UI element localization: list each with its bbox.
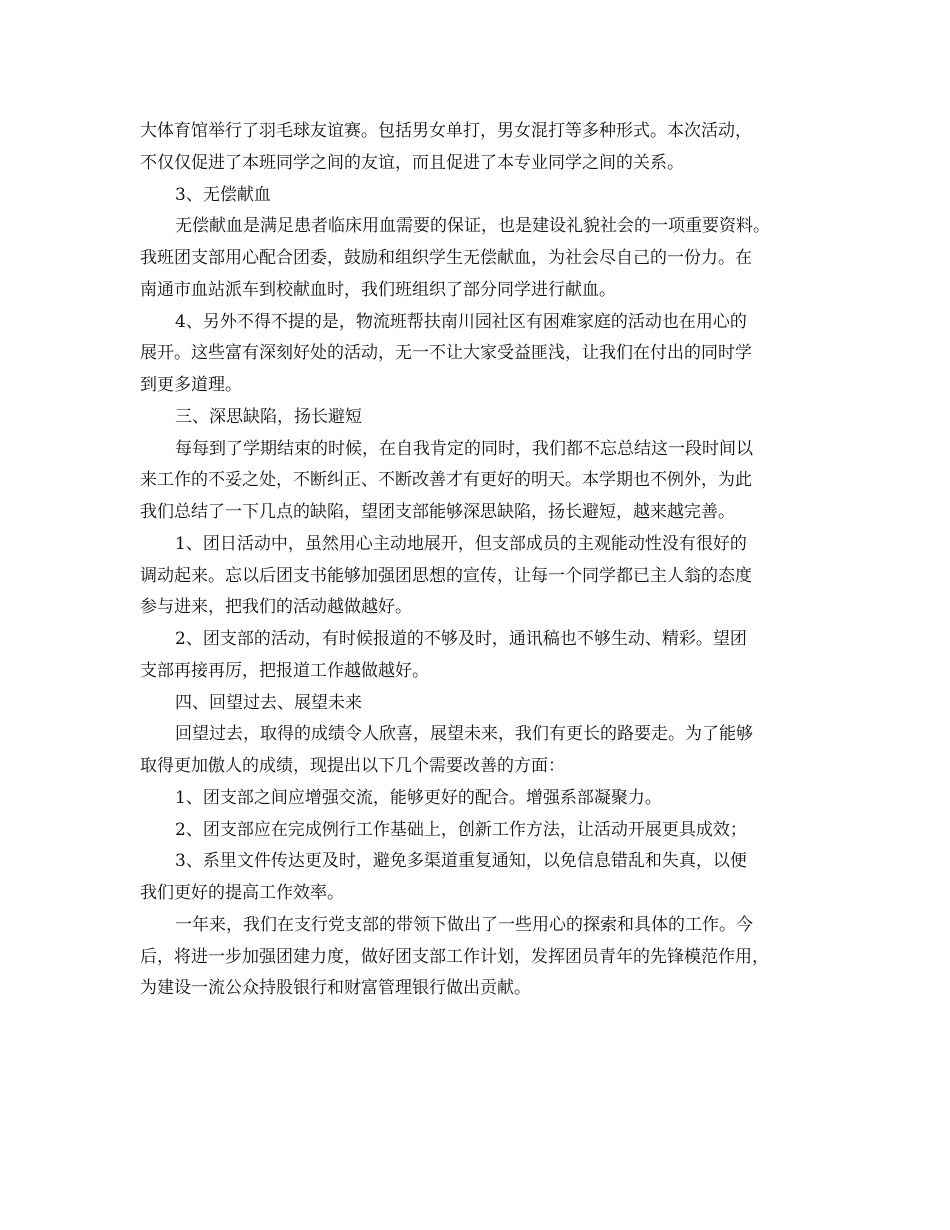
text-line: 大体育馆举行了羽毛球友谊赛。包括男女单打，男女混打等多种形式。本次活动， [140, 121, 752, 141]
text-line: 1、团日活动中，虽然用心主动地展开，但支部成员的主观能动性没有很好的 [175, 533, 747, 554]
text-line: 1、团支部之间应增强交流，能够更好的配合。增强系部凝聚力。 [175, 787, 662, 808]
text-line: 三、深思缺陷，扬长避短 [175, 406, 362, 427]
text-line: 支部再接再厉，把报道工作越做越好。 [140, 660, 429, 681]
document-body [140, 116, 816, 1005]
text-line: 2、团支部的活动，有时候报道的不够及时，通讯稿也不够生动、精彩。望团 [175, 629, 747, 649]
text-line: 来工作的不妥之处，不断纠正、不断改善才有更好的明天。本学期也不例外，为此 [140, 470, 752, 491]
text-line: 4、另外不得不提的是，物流班帮扶南川园社区有困难家庭的活动也在用心的 [175, 311, 747, 332]
text-line: 不仅仅促进了本班同学之间的友谊，而且促进了本专业同学之间的关系。 [140, 152, 684, 173]
text-line: 3、系里文件传达更及时，避免多渠道重复通知，以免信息错乱和失真，以便 [175, 851, 747, 872]
text-line: 我们更好的提高工作效率。 [140, 883, 344, 903]
text-line: 3、无偿献血 [175, 184, 271, 205]
text-line: 2、团支部应在完成例行工作基础上，创新工作方法，让活动开展更具成效； [175, 819, 747, 840]
text-line: 调动起来。忘以后团支书能够加强团思想的宣传，让每一个同学都已主人翁的态度 [140, 565, 752, 586]
text-line: 展开。这些富有深刻好处的活动，无一不让大家受益匪浅，让我们在付出的同时学 [140, 343, 752, 364]
text-line: 参与进来，把我们的活动越做越好。 [140, 597, 412, 618]
text-line: 四、回望过去、展望未来 [175, 692, 362, 713]
text-line: 南通市血站派车到校献血时，我们班组织了部分同学进行献血。 [140, 279, 616, 300]
text-line: 无偿献血是满足患者临床用血需要的保证，也是建设礼貌社会的一项重要资料。 [175, 216, 770, 237]
text-line: 我们总结了一下几点的缺陷，望团支部能够深思缺陷，扬长避短，越来越完善。 [140, 502, 735, 522]
text-line: 我班团支部用心配合团委，鼓励和组织学生无偿献血，为社会尽自己的一份力。在 [140, 248, 752, 268]
text-line: 后，将进一步加强团建力度，做好团支部工作计划，发挥团员青年的先锋模范作用， [140, 946, 769, 967]
text-line: 到更多道理。 [140, 375, 242, 395]
text-line: 每每到了学期结束的时候，在自我肯定的同时，我们都不忘总结这一段时间以 [175, 438, 753, 459]
text-line: 一年来，我们在支行党支部的带领下做出了一些用心的探索和具体的工作。今 [175, 914, 753, 935]
text-line: 取得更加傲人的成绩，现提出以下几个需要改善的方面： [140, 756, 565, 776]
text-line: 为建设一流公众持股银行和财富管理银行做出贡献。 [140, 978, 531, 999]
text-line: 回望过去，取得的成绩令人欣喜，展望未来，我们有更长的路要走。为了能够 [175, 724, 753, 745]
